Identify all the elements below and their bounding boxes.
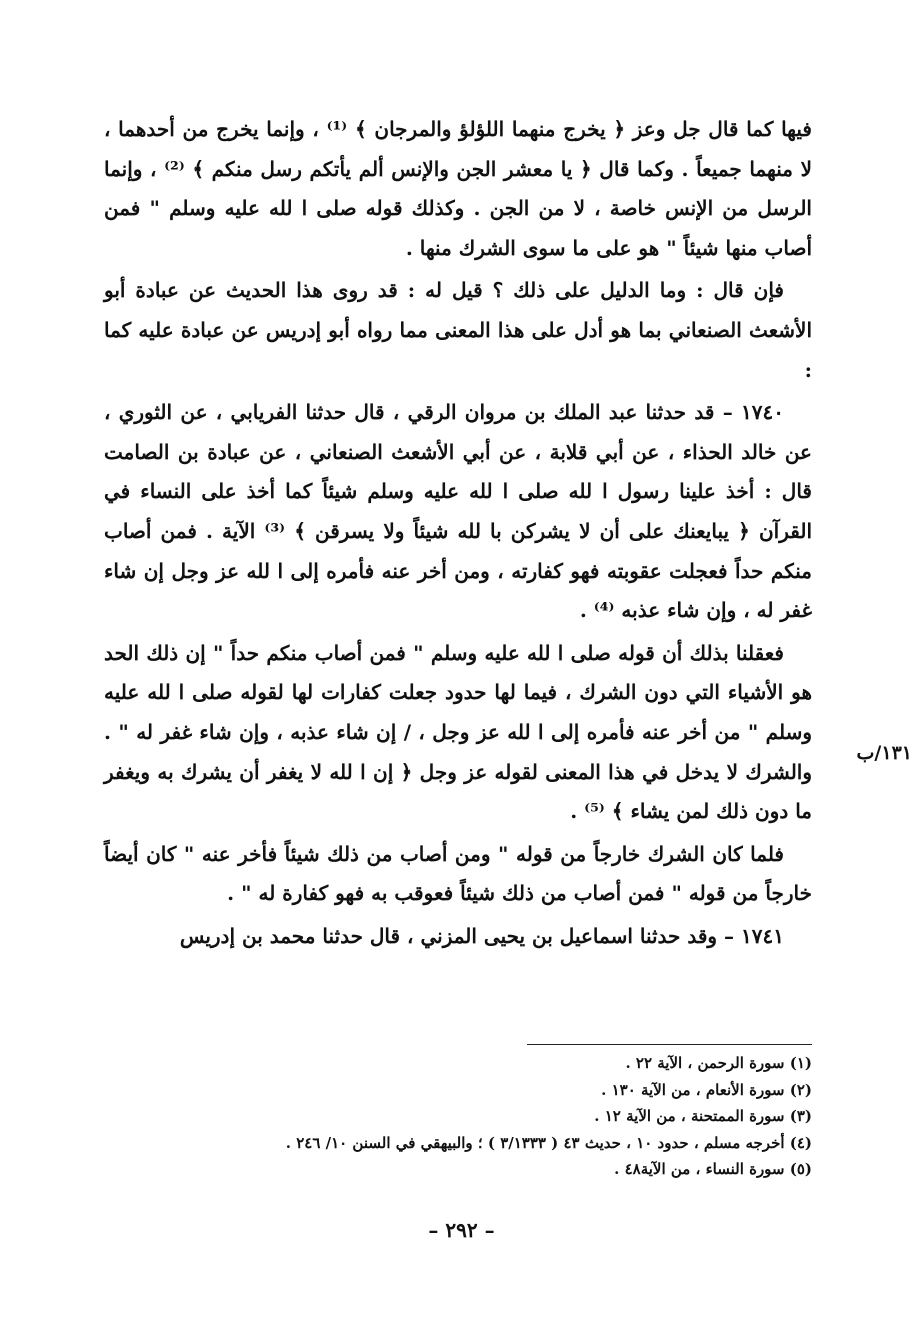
paragraph-5: فلما كان الشرك خارجاً من قوله " ومن أصاب من ذلك شيئاً فأخر عنه " كان أيضاً خارجاً من قوله " فمن أصاب من ذلك شيئاً فعوقب به فهو كفارة له " .	[104, 841, 812, 906]
manuscript-folio-marker: ١٣١/ب	[856, 742, 912, 764]
paragraph-1: فيها كما قال جل وعز ﴿ يخرج منهما اللؤلؤ والمرجان ﴾ ⁽¹⁾ ، وإنما يخرج من أحدهما ، لا منهما جميعاً . وكما قال ﴿ يا معشر الجن والإنس ألم يأتكم رسل منكم ﴾ ⁽²⁾ ، وإنما الرسل من الإنس خاصة ، لا من الجن . وكذلك قوله صلى ا لله عليه وسلم " فمن أصاب منها شيئاً " هو على ما سوى الشرك منها .	[104, 117, 812, 260]
main-text	[104, 110, 812, 959]
footnote-item: (٤) أخرجه مسلم ، حدود ١٠ ، حديث ٤٣ ( ٣/١٣٣٣ ) ؛ والبيهقي في السنن ١٠/ ٢٤٦ .	[285, 1133, 812, 1152]
footnote-item: (٢) سورة الأنعام ، من الآية ١٣٠ .	[601, 1080, 812, 1099]
footnote-item: (٣) سورة الممتحنة ، من الآية ١٢ .	[594, 1107, 812, 1125]
footnote-item: (٥) سورة النساء ، من الآية٤٨ .	[614, 1160, 812, 1178]
hadith-1740: ١٧٤٠ – قد حدثنا عبد الملك بن مروان الرقي ، قال حدثنا الفريابي ، عن الثوري ، عن خالد الحذاء ، عن أبي قلابة ، عن أبي الأشعث الصنعاني ، عن عبادة بن الصامت قال : أخذ علينا رسول ا لله صلى ا لله عليه وسلم شيئاً كما أخذ على النساء في القرآن ﴿ يبايعنك على أن لا يشركن با لله شيئاً ولا يسرقن ﴾ ⁽³⁾ الآية . فمن أصاب منكم حداً فعجلت عقوبته فهو كفارته ، ومن أخر عنه فأمره إلى ا لله عز وجل إن شاء غفر له ، وإن شاء عذبه ⁽⁴⁾ .	[104, 400, 813, 623]
footnote-divider	[527, 1044, 812, 1045]
paragraph-2: فإن قال : وما الدليل على ذلك ؟ قيل له : قد روى هذا الحديث عن عبادة أبو الأشعث الصنعاني بما هو أدل على هذا المعنى مما رواه أبو إدريس عن عبادة عليه كما :	[104, 278, 812, 382]
paragraph-4: فعقلنا بذلك أن قوله صلى ا لله عليه وسلم " فمن أصاب منكم حداً " إن ذلك الحد هو الأشياء التي دون الشرك ، فيما لها حدود جعلت كفارات لها لقوله صلى ا لله عليه وسلم " من أخر عنه فأمره إلى ا لله عز وجل ، / إن شاء عذبه ، وإن شاء غفر له " . والشرك لا يدخل في هذا المعنى لقوله عز وجل ﴿ إن ا لله لا يغفر أن يشرك به ويغفر ما دون ذلك لمن يشاء ﴾ ⁽⁵⁾ .	[104, 640, 812, 824]
hadith-1741: ١٧٤١ – وقد حدثنا اسماعيل بن يحيى المزني ، قال حدثنا محمد بن إدريس	[179, 923, 784, 948]
footnote-item: (١) سورة الرحمن ، الآية ٢٢ .	[625, 1054, 812, 1072]
footnotes-list	[104, 1050, 812, 1183]
page-number: – ٢٩٢ –	[428, 1218, 495, 1242]
